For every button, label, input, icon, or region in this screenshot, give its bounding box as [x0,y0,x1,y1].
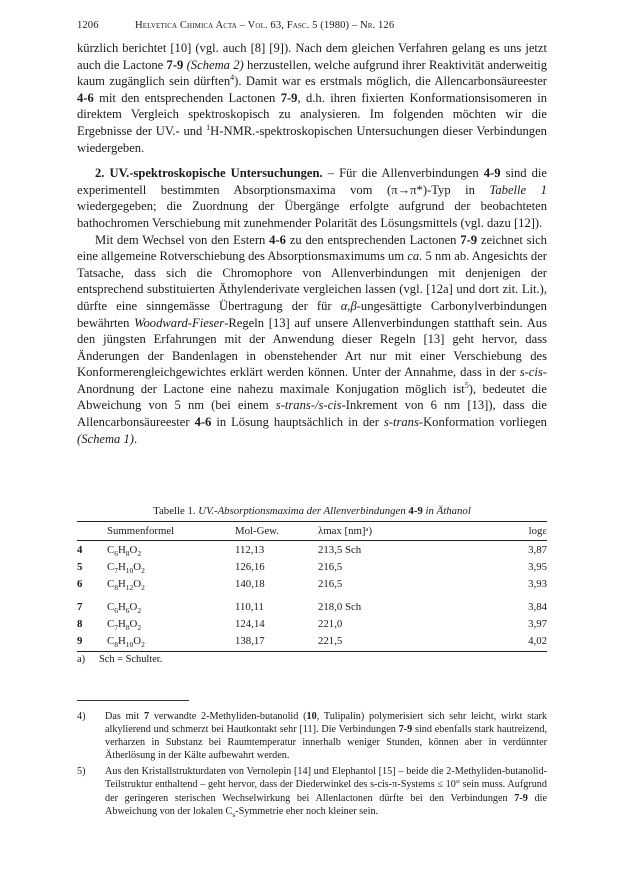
table-row: 8 $C_7H_8O_2$ 124,14 221,0 3,97 [77,618,547,633]
table-footnote: a) Sch = Schulter. [77,654,163,665]
header-id [77,522,107,541]
header-mw: Mol-Gew. [235,522,318,541]
footnote-divider [77,700,189,701]
section-heading: 2. UV.-spektroskopische Untersuchungen. [95,166,323,181]
table-row: 9 $C_8H_{10}O_2$ 138,17 221,5 4,02 [77,632,547,652]
paragraph-section-2: 2. UV.-spektroskopische Untersuchungen. – Für die Allenverbindungen 4-9 sind die experimentell bestimmten Absorptionsmaxima vom (π→π*)-Typ in Tabelle 1 wiedergegeben; die Zuordnung der Übergänge erfolgte aufgrund der beobachteten bathochromen Verschiebung mit zunehmender Polarität des Lösungsmittels (vgl. dazu [12]). [77,166,548,230]
table-1 [77,505,547,665]
table-caption: Tabelle 1. UV.-Absorptionsmaxima der Allenverbindungen 4-9 in Äthanol [153,505,471,517]
running-title: Helvetica Chimica Acta – Vol. 63, Fasc. 5 (1980) – Nr. 126 [135,20,395,31]
table-row: 4 $C_6H_8O_2$ 112,13 213,5 Sch 3,87 [77,544,547,559]
footnotes [77,710,547,821]
paragraph-discussion: Mit dem Wechsel von den Estern 4-6 zu den entsprechenden Lactonen 7-9 zeichnet sich eine allgemeine Rotverschiebung des Absorptionsmaximums um ca. 5 nm ab. Angesichts der Tatsache, dass sich die Chromophore von Allenverbindungen mit denjenigen der entsprechend substituierten Äthylenderivate vergleichen lassen (vgl. [12a] und dort zit. Lit.), dürfte eine sinngemässe Übertragung der für α,β-ungesättigte Carbonylverbindungen bewährten Woodward-Fieser-Regeln [13] auf unsere Allenverbindungen statthaft sein. Aus den jüngsten Erfahrungen mit der Anwendung dieser Regeln [13] geht hervor, dass Änderungen der Bandenlagen in obenstehender Art nur mit einer Verschiebung des Konformerengleichgewichtes erklärt werden können. Unter der Annahme, dass in der s-cis-Anordnung der Lactone eine nahezu maximale Konjugation möglich ist$^5$), bedeutet die Abweichung von 5 nm (bei einem s-trans-/s-cis-Inkrement von 6 nm [13]), dass die Allencarbonsäureester 4-6 in Lösung hauptsächlich in der s-trans-Konformation vorliegen (Schema 1). [77,232,548,446]
table-row: 5 $C_7H_{10}O_2$ 126,16 216,5 3,95 [77,561,547,576]
header-loge: logε [450,522,547,541]
table-header-row [77,522,547,541]
table-row: 6 $C_8H_{12}O_2$ 140,18 216,5 3,93 [77,578,547,593]
page-number: 1206 [77,20,99,31]
footnote-5: 5) Aus den Kristallstrukturdaten von Vernolepin [14] und Elephantol [15] – beide die 2-Methyliden-butanolid-Teilstruktur enthaltend – geht hervor, dass der Diederwinkel des s-cis-π-Systems ≤ 10° sein muss. Aufgrund der geringeren sterischen Wechselwirkung bei Allenlactonen dürfte bei den Verbindungen 7-9 die Abweichung von der lokalen $C_s$-Symmetrie eher noch kleiner sein. [77,766,547,819]
footnote-4: 4) Das mit 7 verwandte 2-Methyliden-butanolid (10, Tulipalin) polymerisiert sich sehr leicht, wirkt stark alkylierend und schmerzt bei Hautkontakt sehr [11]. Die Verbindungen 7-9 sind ebenfalls stark hautreizend, verharzen in Substanz bei Raumtemperatur innerhalb weniger Stunden, können aber in verdünnter Ätherlösung in der Kälte aufbewahrt werden. [77,711,547,762]
header-formula: Summenformel [107,522,235,541]
header-lmax: λmax [nm]ᵃ) [318,522,450,541]
main-text [77,40,547,447]
uv-absorption-table [77,521,547,652]
table-row: 7 $C_6H_6O_2$ 110,11 218,0 Sch 3,84 [77,601,547,616]
paragraph-intro: kürzlich berichtet [10] (vgl. auch [8] [9]). Nach dem gleichen Verfahren gelang es uns jetzt auch die Lactone 7-9 (Schema 2) herzustellen, welche aufgrund ihrer Reaktivität anderweitig kaum zugänglich sein dürften$^4$). Damit war es erstmals möglich, die Allencarbonsäureester 4-6 mit den entsprechenden Lactonen 7-9, d.h. ihren fixierten Konformationsisomeren in direktem Vergleich spektroskopisch zu analysieren. Im folgenden möchten wir die Ergebnisse der UV.- und $^1$H-NMR.-spektroskopischen Untersuchungen dieser Verbindungen wiedergeben. [77,41,547,155]
